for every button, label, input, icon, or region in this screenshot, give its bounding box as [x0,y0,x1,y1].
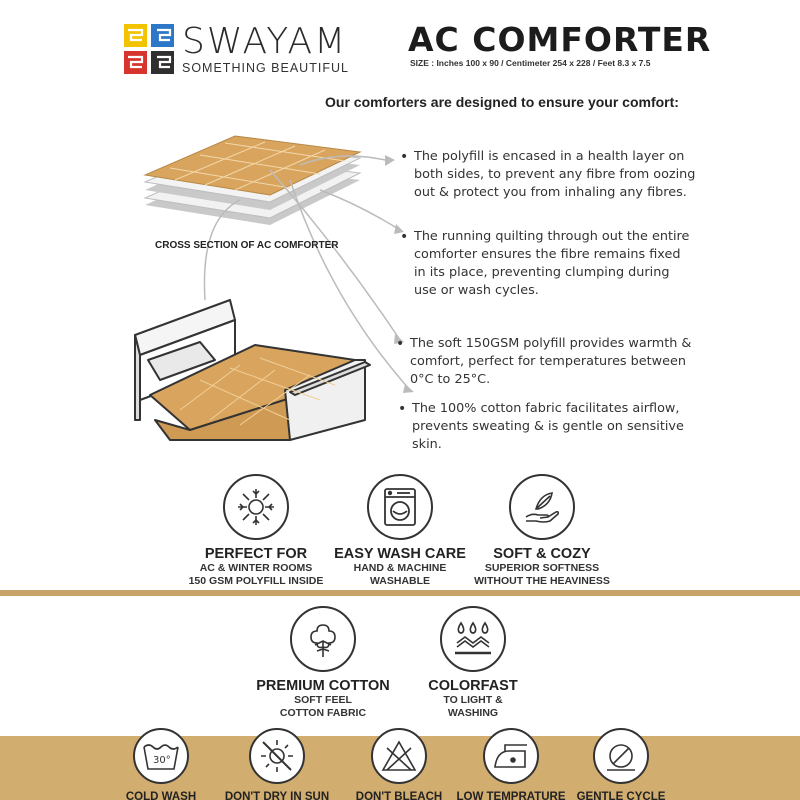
comfort-tagline: Our comforters are designed to ensure your comfort: [325,94,679,110]
care-label: DON'T DRY IN SUN [224,791,330,800]
feature-title: PREMIUM COTTON [256,678,390,694]
feature-subtitle: WASHABLE [369,575,431,587]
wash-temperature: 30° [153,755,171,766]
bullet-running-quilting: • The running quilting through out the entire comforter ensures the fibre remains fixed in its place, preventing clumping during use or wash cycles. [400,228,696,300]
feature-easy-wash [320,474,480,588]
brand-tagline: SOMETHING BEAUTIFUL [182,61,349,75]
feature-subtitle: TO LIGHT & [443,694,503,706]
feature-subtitle: AC & WINTER ROOMS [199,562,313,574]
care-cold-wash [106,728,216,800]
dont-bleach-icon [371,728,427,784]
feature-subtitle: 150 GSM POLYFILL INSIDE [188,575,324,587]
bed-icon [135,300,370,440]
cold-wash-icon [133,728,189,784]
care-gentle-cycle [566,728,676,800]
care-label: GENTLE CYCLE [576,791,666,800]
product-title: AC COMFORTER [408,20,712,59]
feather-hand-icon [509,474,575,540]
feature-premium-cotton [243,606,403,720]
care-dont-dry-sun [222,728,332,800]
care-label: LOW TEMPRATURE [456,791,566,800]
low-temperature-iron-icon [483,728,539,784]
feature-subtitle: COTTON FABRIC [279,707,367,719]
feature-title: COLORFAST [428,678,518,694]
feature-soft-cozy [462,474,622,588]
divider-band [0,590,800,596]
brand-logo [122,22,349,76]
washing-machine-icon [367,474,433,540]
bullet-soft-polyfill: • The soft 150GSM polyfill provides warmth & comfort, perfect for temperatures between 0°C to 25°C. [396,335,692,389]
feature-subtitle: WITHOUT THE HEAVINESS [474,575,610,587]
cotton-flower-icon [290,606,356,672]
feature-subtitle: HAND & MACHINE [353,562,447,574]
colorfast-drops-icon [440,606,506,672]
care-label: DON'T BLEACH [355,791,443,800]
feature-title: SOFT & COZY [493,546,591,562]
feature-subtitle: SUPERIOR SOFTNESS [484,562,600,574]
feature-title: PERFECT FOR [204,546,308,562]
feature-subtitle: SOFT FEEL [294,694,352,706]
cross-section-icon [145,136,360,225]
feature-perfect-for [176,474,336,588]
care-label: COLD WASH [125,791,197,800]
snowflake-sun-icon [223,474,289,540]
bullet-cotton-fabric: • The 100% cotton fabric facilitates airflow, prevents sweating & is gentle on sensitive skin. [398,400,694,454]
care-low-temp-iron [456,728,566,800]
feature-title: EASY WASH CARE [334,546,466,562]
bullet-polyfill-encased: • The polyfill is encased in a health layer on both sides, to prevent any fibre from oozing out & protect you from inhaling any fibres. [400,148,696,202]
dont-dry-in-sun-icon [249,728,305,784]
feature-subtitle: WASHING [447,707,499,719]
swayam-logo-icon [122,22,176,76]
care-dont-bleach [344,728,454,800]
brand-name: SWAYAM [182,21,348,62]
feature-colorfast [393,606,553,720]
cross-section-label: CROSS SECTION OF AC COMFORTER [155,240,339,251]
product-size: SIZE : Inches 100 x 90 / Centimeter 254 x 228 / Feet 8.3 x 7.5 [410,58,651,68]
gentle-cycle-icon [593,728,649,784]
